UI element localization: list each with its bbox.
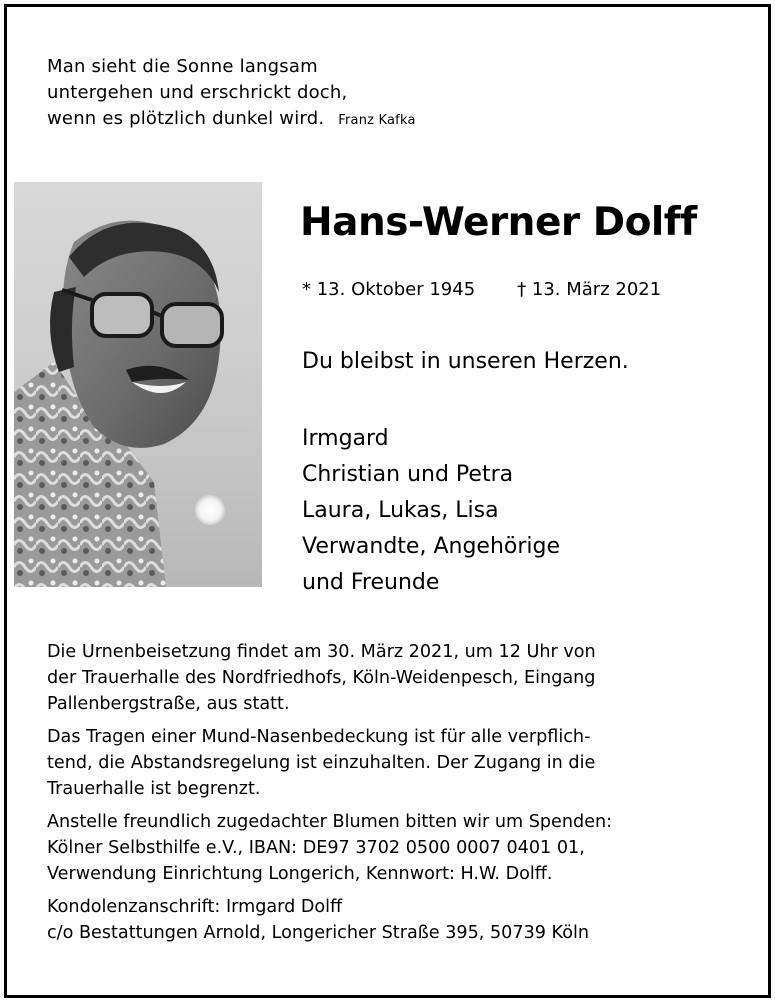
notice-body bbox=[47, 639, 737, 953]
mourner-entry: Laura, Lukas, Lisa bbox=[302, 498, 499, 523]
text-line: der Trauerhalle des Nordfriedhofs, Köln-Weidenpesch, Eingang bbox=[47, 668, 596, 688]
text-line: Verwendung Einrichtung Longerich, Kennwort: H.W. Dolff. bbox=[47, 864, 553, 884]
mourner-entry: Verwandte, Angehörige bbox=[302, 534, 561, 559]
obituary-frame bbox=[4, 4, 771, 998]
text-line: Trauerhalle ist begrenzt. bbox=[47, 779, 261, 799]
portrait-photo bbox=[14, 182, 262, 587]
quote-author: Franz Kafka bbox=[338, 113, 416, 128]
condolence-address-paragraph bbox=[47, 894, 737, 946]
kafka-quote bbox=[47, 54, 416, 134]
funeral-details-paragraph bbox=[47, 639, 737, 717]
mourners-list bbox=[302, 421, 560, 601]
quote-line: wenn es plötzlich dunkel wird. bbox=[47, 108, 325, 129]
death-date: † 13. März 2021 bbox=[517, 279, 662, 300]
birth-date: * 13. Oktober 1945 bbox=[302, 279, 476, 300]
sun-icon bbox=[195, 495, 225, 525]
text-line: Die Urnenbeisetzung findet am 30. März 2021, um 12 Uhr von bbox=[47, 642, 596, 662]
text-line: c/o Bestattungen Arnold, Longericher Straße 395, 50739 Köln bbox=[47, 923, 590, 943]
quote-line: untergehen und erschrickt doch, bbox=[47, 82, 348, 103]
quote-line-with-author bbox=[47, 106, 416, 134]
mourner-entry: Christian und Petra bbox=[302, 462, 514, 487]
text-line: Kondolenzanschrift: Irmgard Dolff bbox=[47, 897, 343, 917]
text-line: Pallenbergstraße, aus statt. bbox=[47, 694, 290, 714]
text-line: Anstelle freundlich zugedachter Blumen bitten wir um Spenden: bbox=[47, 812, 613, 832]
life-dates bbox=[302, 279, 661, 300]
mourner-entry: Irmgard bbox=[302, 426, 389, 451]
mask-notice-paragraph bbox=[47, 724, 737, 802]
text-line: Kölner Selbsthilfe e.V., IBAN: DE97 3702 0500 0007 0401 01, bbox=[47, 838, 585, 858]
text-line: Das Tragen einer Mund-Nasenbedeckung ist für alle verpflich- bbox=[47, 727, 591, 747]
portrait-illustration bbox=[14, 182, 262, 587]
quote-line: Man sieht die Sonne langsam bbox=[47, 56, 318, 77]
text-line: tend, die Abstandsregelung ist einzuhalten. Der Zugang in die bbox=[47, 753, 596, 773]
donation-paragraph bbox=[47, 809, 737, 887]
motto: Du bleibst in unseren Herzen. bbox=[302, 349, 629, 374]
deceased-name: Hans-Werner Dolff bbox=[300, 200, 697, 245]
mourner-entry: und Freunde bbox=[302, 570, 440, 595]
